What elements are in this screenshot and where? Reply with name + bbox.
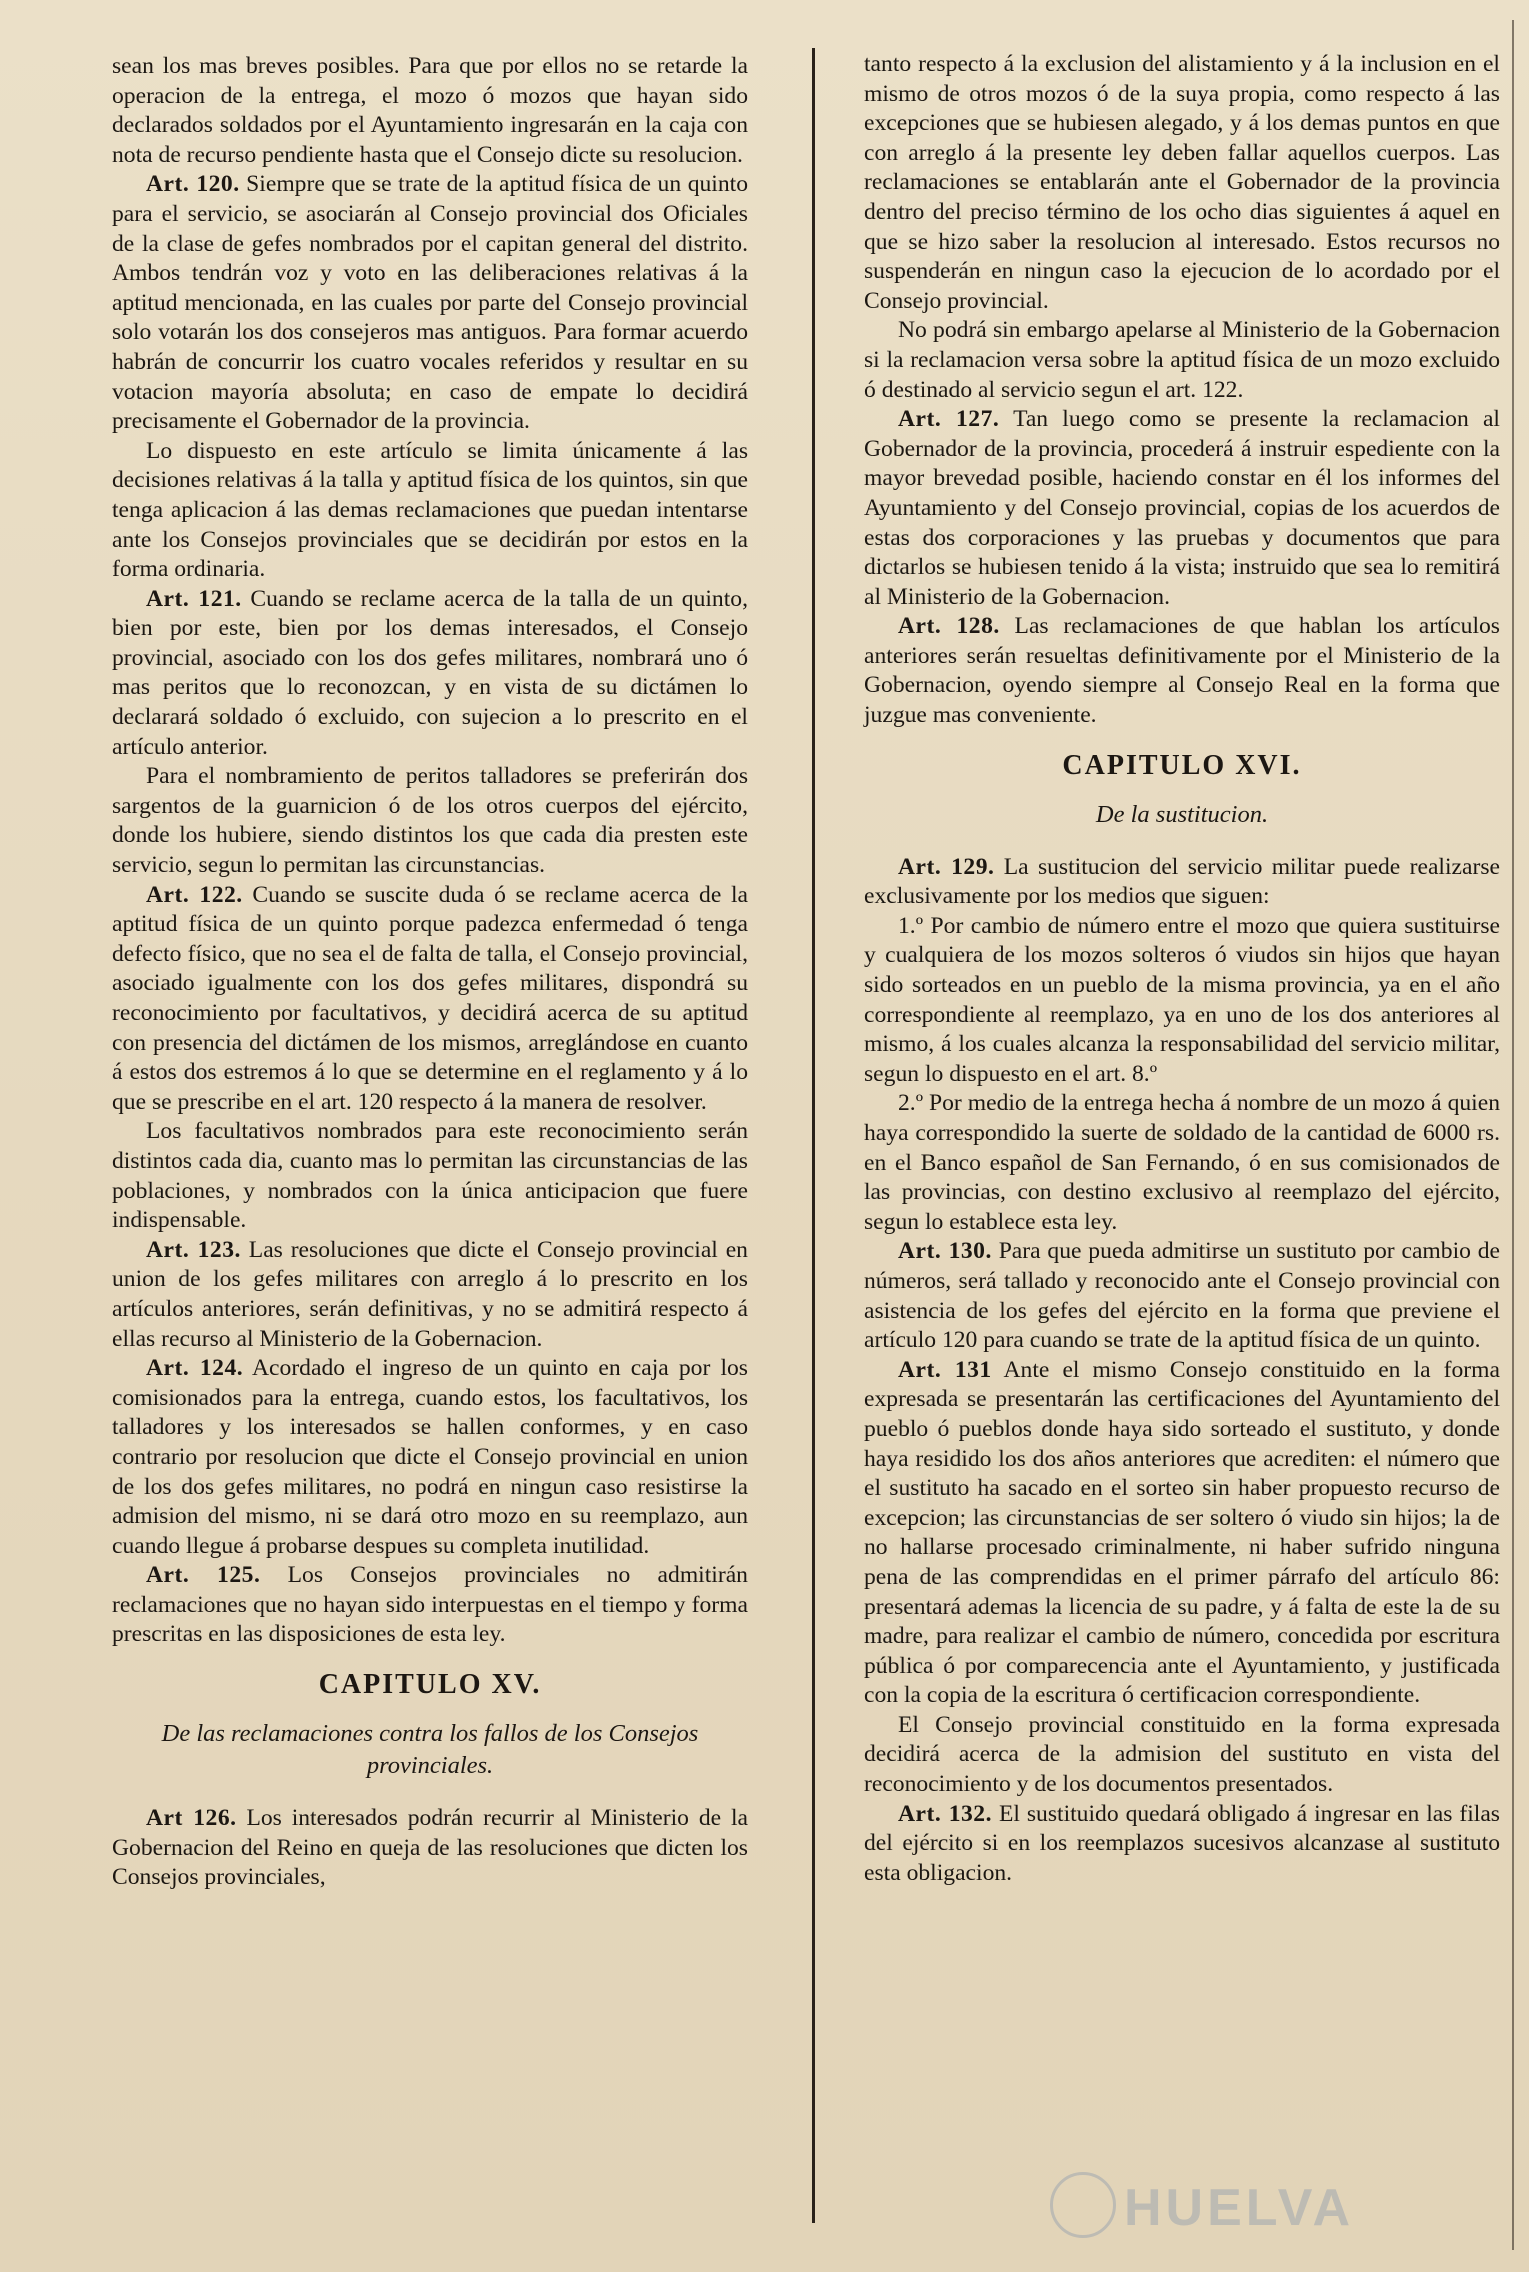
article-127 (864, 405, 1500, 612)
article-text: Ante el mismo Consejo constituido en la forma expresada se presentarán las certificaciones del Ayuntamiento del pueblo ó pueblos donde haya sido sorteado el sustituto, y donde haya residido los dos años anteriores que acrediten: el número que el sustituto ha sacado en el sorteo sin haber propuesto recurso de excepcion; las circunstancias de ser soltero ó viudo sin hijos; la de no hallarse procesado criminalmente, ni haber sufrido ninguna pena de las comprendidas en el primer párrafo del artículo 86: presentará ademas la licencia de su padre, y á falta de este la de su madre, para realizar el cambio de número, concedida por escritura pública ó por comparecencia ante el Ayuntamiento, y justificada con la copia de la escritura ó certificacion correspondiente. (864, 1356, 1500, 1709)
article-label: Art. 128. (898, 613, 1000, 640)
article-122 (112, 881, 748, 1118)
list-item: 2.º Por medio de la entrega hecha á nombre de un mozo á quien haya correspondido la suerte de soldado de la cantidad de 6000 rs. en el Banco español de San Fernando, ó en sus comisionados de las provincias, con destino exclusivo al reemplazo del ejército, segun lo establece esta ley. (864, 1090, 1500, 1235)
article-125 (112, 1561, 748, 1650)
article-123 (112, 1236, 748, 1354)
paragraph-continuation: tanto respecto á la exclusion del alistamiento y á la inclusion en el mismo de otros mozos ó de la suya propia, como respecto á las excepciones que se hubiesen alegado, y á los demas puntos en que con arreglo á la presente ley deben fallar aquellos cuerpos. Las reclamaciones se entablarán ante el Gobernador de la provincia dentro del preciso término de los ocho dias siguientes á aquel en que se hizo saber la resolucion al interesado. Estos recursos no suspenderán en ningun caso la ejecucion de lo acordado por el Consejo provincial. (864, 51, 1500, 314)
article-label: Art. 123. (146, 1236, 241, 1263)
article-126 (112, 1804, 748, 1893)
article-120 (112, 170, 748, 436)
chapter-heading: CAPITULO XV. (318, 1669, 542, 1701)
article-label: Art. 120. (146, 171, 240, 198)
watermark: HUELVA (1124, 2179, 1355, 2237)
article-label: Art 126. (146, 1805, 237, 1832)
article-text: Las reclamaciones de que hablan los artículos anteriores serán resueltas definitivamente por el Ministerio de la Gobernacion, oyendo siempre al Consejo Real en la forma que juzgue mas conveniente. (864, 613, 1500, 729)
right-column (864, 50, 1500, 1888)
article-text: La sustitucion del servicio militar puede realizarse exclusivamente por los medios que siguen: (864, 853, 1500, 910)
article-text: Las resoluciones que dicte el Consejo provincial en union de los gefes militares con arreglo á lo prescrito en los artículos anteriores, serán definitivas, y no se admitirá respecto á ellas recurso al Ministerio de la Gobernacion. (112, 1236, 748, 1352)
list-item: 1.º Por cambio de número entre el mozo que quiera sustituirse y cualquiera de los mozos solteros ó viudos sin hijos que hayan sido sorteados en un pueblo de la misma provincia, ya en el año correspondiente al reemplazo, ya en uno de los dos anteriores al mismo, á los cuales alcanza la responsabilidad del servicio militar, segun lo dispuesto en el art. 8.º (864, 912, 1500, 1087)
chapter-heading: CAPITULO XVI. (1062, 749, 1302, 781)
article-text: El sustituido quedará obligado á ingresar en las filas del ejército si en los reemplazos sucesivos alcanzase al sustituto esta obligacion. (864, 1800, 1500, 1886)
article-text: Cuando se suscite duda ó se reclame acerca de la aptitud física de un quinto porque padezca enfermedad ó tenga defecto físico, que no sea el de falta de talla, el Consejo provincial, asociado igualmente con los dos gefes militares, dispondrá su reconocimiento por facultativos, y decidirá acerca de su aptitud con presencia del dictámen de los mismos, arreglándose en cuanto á estos dos estremos á lo que se determine en el reglamento y á lo que se prescribe en el art. 120 respecto á la manera de resolver. (112, 881, 748, 1115)
article-text: Tan luego como se presente la reclamacion al Gobernador de la provincia, procederá á instruir espediente con la mayor brevedad posible, haciendo constar en él los informes del Ayuntamiento y del Consejo provincial, copias de los acuerdos de estas dos corporaciones y las pruebas y documentos que para dictarlos se hubiesen tenido á la vista; instruido que sea lo remitirá al Ministerio de la Gobernacion. (864, 406, 1500, 610)
article-label: Art. 121. (146, 585, 242, 612)
article-label: Art. 122. (146, 881, 243, 908)
article-label: Art. 125. (146, 1562, 261, 1589)
article-label: Art. 130. (898, 1238, 992, 1265)
chapter-subtitle: De la sustitucion. (1095, 800, 1269, 828)
paragraph: Los facultativos nombrados para este reconocimiento serán distintos cada dia, cuanto mas lo permitan las circunstancias de las poblaciones, y nombrados con la única anticipacion que fuere indispensable. (112, 1118, 748, 1234)
article-text: Cuando se reclame acerca de la talla de un quinto, bien por este, bien por los demas interesados, el Consejo provincial, asociado con los dos gefes militares, nombrará uno ó mas peritos que lo reconozcan, y en vista de su dictámen lo declarará soldado ó excluido, con sujecion a lo prescrito en el artículo anterior. (112, 585, 748, 760)
paragraph: Para el nombramiento de peritos talladores se preferirán dos sargentos de la guarnicion ó de los otros cuerpos del ejército, donde los hubiere, siendo distintos los que cada dia presten este servicio, segun lo permitan las circunstancias. (112, 763, 748, 879)
seal-icon (1050, 2172, 1116, 2238)
article-129 (864, 853, 1500, 912)
article-128 (864, 612, 1500, 730)
right-edge-rule (1512, 20, 1514, 2250)
article-text: Acordado el ingreso de un quinto en caja por los comisionados para la entrega, cuando estos, los facultativos, los talladores y los interesados se hallen conformes, y en caso contrario por resolucion que dicte el Consejo provincial en union de los dos gefes militares, no podrá en ningun caso resistirse la admision del mismo, ni se dará otro mozo en su reemplazo, aun cuando llegue á probarse despues su completa inutilidad. (112, 1355, 748, 1559)
column-divider (812, 48, 815, 2223)
article-text: Los Consejos provinciales no admitirán reclamaciones que no hayan sido interpuestas en el tiempo y forma prescritas en las disposiciones de esta ley. (112, 1562, 748, 1648)
article-121 (112, 585, 748, 763)
paragraph: El Consejo provincial constituido en la forma expresada decidirá acerca de la admision del sustituto en vista del reconocimiento y de los documentos presentados. (864, 1711, 1500, 1798)
article-label: Art. 132. (898, 1800, 992, 1827)
article-label: Art. 131 (898, 1356, 992, 1383)
article-text: Los interesados podrán recurrir al Ministerio de la Gobernacion del Reino en queja de las resoluciones que dicten los Consejos provinciales, (112, 1805, 748, 1891)
article-124 (112, 1354, 748, 1561)
chapter-subtitle: De las reclamaciones contra los fallos de los Consejos provinciales. (161, 1720, 699, 1780)
left-column (112, 52, 748, 1893)
article-label: Art. 124. (146, 1355, 244, 1382)
article-131 (864, 1356, 1500, 1711)
article-label: Art. 127. (898, 406, 1000, 433)
paragraph-continuation: sean los mas breves posibles. Para que por ellos no se retarde la operacion de la entrega, el mozo ó mozos que hayan sido declarados soldados por el Ayuntamiento ingresarán en la caja con nota de recurso pendiente hasta que el Consejo dicte su resolucion. (112, 53, 748, 168)
article-130 (864, 1237, 1500, 1355)
article-132 (864, 1800, 1500, 1889)
article-text: Siempre que se trate de la aptitud física de un quinto para el servicio, se asociarán al Consejo provincial dos Oficiales de la clase de gefes nombrados por el capitan general del distrito. Ambos tendrán voz y voto en las deliberaciones relativas á la aptitud mencionada, en las cuales por parte del Consejo provincial solo votarán los dos consejeros mas antiguos. Para formar acuerdo habrán de concurrir los cuatro vocales referidos y resultar en su votacion mayoría absoluta; en caso de empate lo decidirá precisamente el Gobernador de la provincia. (112, 171, 748, 435)
article-text: Para que pueda admitirse un sustituto por cambio de números, será tallado y reconocido ante el Consejo provincial con asistencia de los gefes del ejército en la forma que previene el artículo 120 para cuando se trate de la aptitud física de un quinto. (864, 1238, 1500, 1354)
paragraph: No podrá sin embargo apelarse al Ministerio de la Gobernacion si la reclamacion versa sobre la aptitud física de un mozo excluido ó destinado al servicio segun el art. 122. (864, 317, 1500, 403)
paragraph: Lo dispuesto en este artículo se limita únicamente á las decisiones relativas á la talla y aptitud física de los quintos, sin que tenga aplicacion á las demas reclamaciones que puedan intentarse ante los Consejos provinciales que se decidirán por estos en la forma ordinaria. (112, 437, 748, 583)
article-label: Art. 129. (898, 853, 995, 880)
